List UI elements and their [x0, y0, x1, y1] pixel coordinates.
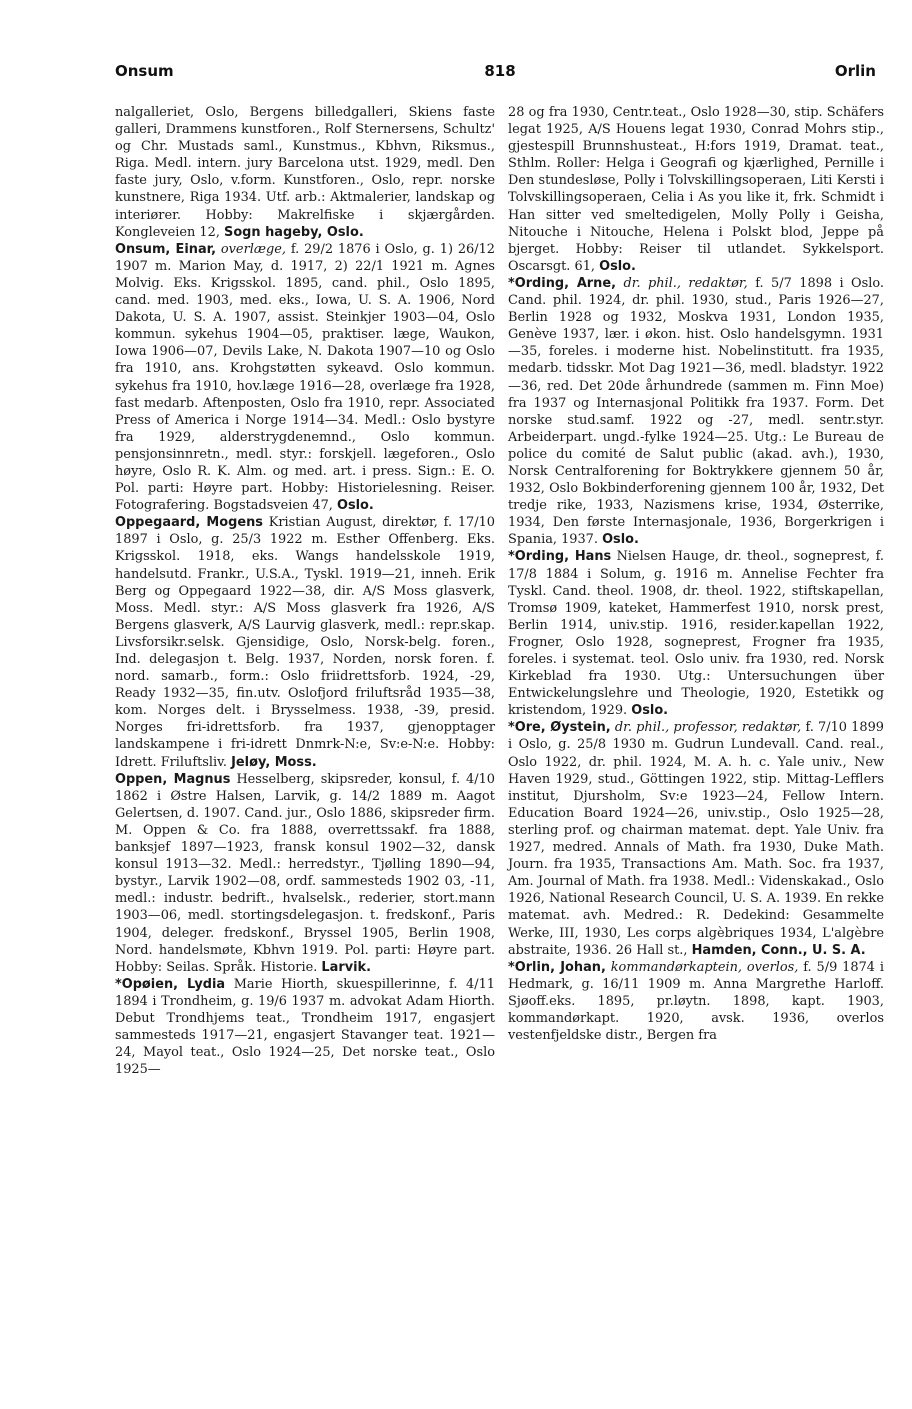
entry-address: Jeløy, Moss.: [231, 754, 317, 770]
entry-name: *Opøien, Lydia: [115, 976, 226, 992]
running-head-right: Orlin: [834, 62, 876, 80]
entry-role: dr. phil., professor, redaktør,: [614, 720, 802, 736]
entry-address: Oslo.: [599, 258, 636, 274]
right-column: [508, 104, 884, 1044]
entry-address: Larvik.: [321, 959, 371, 975]
biography-entry: [115, 976, 495, 1079]
entry-text: f. 5/7 1898 i Oslo. Cand. phil. 1924, dr. phil. 1930, stud., Paris 1926—27, Berlin 1928 og 1932, Moskva 1931, London 1935, Genève 1937, lær. i økon. hist. Oslo handelsgymn. 1931—35, foreles. i moderne hist. Nobelinstitutt. fra 1935, medarb. tidsskr. Mot Dag 1921—36, medl. bladstyr. 1922—36, red. Det 20de århundrede (sammen m. Finn Moe) fra 1937 og Internasjonal Politikk fra 1937. Form. Det norske stud.samf. 1922 og -27, medl. sentr.styr. Arbeiderpart. ungd.-fylke 1924—25. Utg.: Le Bureau de police du comité de Salut public (akad. avh.), 1930, Norsk Centralforening for Boktrykkere gjennem 50 år, 1932, Oslo Bokbinderforening gjennem 100 år, 1932, Det tredje rike, 1933, Nazismens krise, 1934, Østerrike, 1934, Den første Internasjonale, 1936, Borgerkrigen i Spania, 1937.: [508, 275, 884, 548]
entry-name: *Orlin, Johan,: [508, 959, 606, 975]
entry-address: Sogn hageby, Oslo.: [224, 224, 364, 240]
biography-entry: [508, 959, 884, 1044]
entry-address: Oslo.: [602, 532, 639, 548]
entry-name: *Ording, Arne,: [508, 275, 616, 291]
entry-role: overlæge,: [220, 241, 286, 257]
entry-name: *Ording, Hans: [508, 549, 612, 565]
entry-name: *Ore, Øystein,: [508, 720, 611, 736]
entry-text: f. 7/10 1899 i Oslo, g. 25/8 1930 m. Gudrun Lundevall. Cand. real., Oslo 1922, dr. phil. 1924, M. A. h. c. Yale univ., New Haven 1929, stud., Göttingen 1922, stip. Mittag-Lefflers institut, Djursholm, Sv:e 1923—24, Fellow Intern. Education Board 1924—26, univ.stip., Oslo 1925—28, sterling prof. og chairman matemat. dept. Yale Univ. fra 1927, medred. Annals of Math. fra 1930, Duke Math. Journ. fra 1935, Transactions Am. Math. Soc. fra 1937, Am. Journal of Math. fra 1938. Medl.: Videnskakad., Oslo 1926, National Research Council, U. S. A. 1939. En rekke matemat. avh. Medred.: R. Dedekind: Gesammelte Werke, III, 1930, Les corps algèbriques 1934, L'algèbre abstraite, 1936. 26 Hall st.,: [508, 720, 884, 958]
entry-name: Oppegaard, Mogens: [115, 515, 263, 531]
biography-entry: [508, 275, 884, 549]
page-number: 818: [484, 62, 516, 80]
biography-entry: [115, 241, 495, 515]
entry-role: kommandørkaptein, overlos,: [610, 959, 799, 975]
entry-text: Marie Hiorth, skuespillerinne, f. 4/11 1894 i Trondheim, g. 19/6 1937 m. advokat Adam Hiorth. Debut Trondhjems teat., Trondheim 1917, engasjert sammesteds 1917—21, engasjert Stavanger teat. 1921—24, Mayol teat., Oslo 1924—25, Det norske teat., Oslo 1925—: [115, 976, 495, 1078]
entry-text: Hesselberg, skipsreder, konsul, f. 4/10 1862 i Østre Halsen, Larvik, g. 14/2 1889 m. Aagot Gelertsen, d. 1907. Cand. jur., Oslo 1886, skipsreder firm. M. Oppen & Co. fra 1888, overrettssakf. fra 1888, banksjef 1897—1923, fransk konsul 1902—32, dansk konsul 1913—32. Medl.: herredstyr., Tjølling 1890—94, bystyr., Larvik 1902—08, ordf. sammesteds 1902 03, -11, medl.: industr. bedrift., hvalselsk., rederier, stort.mann 1903—06, medl. stortingsdelegasjon. t. fredskonf., Paris 1904, deleger. fredskonf., Bryssel 1905, Berlin 1908, Nord. handelsmøte, Kbhvn 1919. Pol. parti: Høyre part. Hobby: Seilas. Språk. Historie.: [115, 771, 496, 975]
running-head-left: Onsum: [115, 62, 174, 80]
left-column: [115, 104, 495, 1078]
entry-name: Onsum, Einar,: [115, 241, 217, 257]
biography-entry: [115, 771, 495, 976]
entry-text: Nielsen Hauge, dr. theol., sogneprest, f. 17/8 1884 i Solum, g. 1916 m. Annelise Fechter fra Tyskl. Cand. theol. 1908, dr. theol. 1922, stiftskapellan, Tromsø 1909, kateket, Hammerfest 1910, norsk prest, Berlin 1914, univ.stip. 1916, resider.kapellan 1922, Frogner, Oslo 1928, sogneprest, Frogner fra 1935, foreles. i systemat. teol. Oslo univ. fra 1930, red. Norsk Kirkeblad fra 1930. Utg.: Untersuchungen über Entwickelungslehre und Theologie, 1920, Estetikk og kristendom, 1929.: [508, 549, 884, 719]
entry-address: Oslo.: [631, 703, 669, 719]
entry-text: f. 5/9 1874 i Hedmark, g. 16/11 1909 m. Anna Margrethe Harloff. Sjøoff.eks. 1895, pr.løytn. 1898, kapt. 1903, kommandørkapt. 1920, avsk. 1936, overlos vestenfjeldske distr., Bergen fra: [508, 959, 884, 1044]
entry-text: 28 og fra 1930, Centr.teat., Oslo 1928—30, stip. Schäfers legat 1925, A/S Houens legat 1930, Conrad Mohrs stip., gjestespill Brunnshusteat., H:fors 1919, Dramat. teat., Sthlm. Roller: Helga i Geografi og kjærlighed, Pernille i Den stundesløse, Polly i Tolvskillingsoperaen, Liti Kersti i Tolvskillingsoperaen, Celia i As you like it, frk. Schmidt i Han sitter ved smeltedigelen, Molly Polly i Geisha, Nitouche i Nitouche, Helena i Polskt blod, Jeppe på bjerget. Hobby: Reiser til utlandet. Sykkelsport. Oscarsgt. 61,: [508, 105, 884, 274]
biography-entry: [508, 104, 884, 275]
entry-text: f. 29/2 1876 i Oslo, g. 1) 26/12 1907 m. Marion May, d. 1917, 2) 22/1 1921 m. Agnes Molvig. Eks. Krigsskol. 1895, cand. phil., Oslo 1895, cand. med. 1903, med. eks., Iowa, U. S. A. 1906, Nord Dakota, U. S. A. 1907, assist. Steinkjer 1903—04, Oslo kommun. sykehus 1904—05, praktiser. læge, Waukon, Iowa 1906—07, Devils Lake, N. Dakota 1907—10 og Oslo fra 1910, ans. Krohgstøtten sykeavd. Oslo kommun. sykehus fra 1910, hov.læge 1916—28, overlæge fra 1928, fast medarb. Aftenposten, Oslo fra 1910, repr. Associated Press of America i Norge 1914—34. Medl.: Oslo bystyre fra 1929, alderstrygdenemnd., Oslo kommun. pensjonsinnretn., medl. styr.: forskjell. lægeforen., Oslo høyre, Oslo R. K. Alm. og med. art. i press. Sign.: E. O. Pol. parti: Høyre part. Hobby: Historielesning. Reiser. Fotografering. Bogstadsveien 47,: [115, 241, 495, 514]
entry-role: dr. phil., redaktør,: [623, 275, 748, 291]
biography-entry: [115, 104, 495, 241]
entry-text: Kristian August, direktør, f. 17/10 1897 i Oslo, g. 25/3 1922 m. Esther Offenberg. Eks. Krigsskol. 1918, eks. Wangs handelsskole 1919, handelsutd. Frankr., U.S.A., Tyskl. 1919—21, inneh. Erik Berg og Oppegaard 1922—38, dir. A/S Moss glasverk, Moss. Medl. styr.: A/S Moss glasverk fra 1926, A/S Bergens glasverk, A/S Laurvig glasverk, medl.: repr.skap. Livsforsikr.selsk. Gjensidige, Oslo, Norsk-belg. foren., Ind. delegasjon t. Belg. 1937, Norden, norsk foren. f. nord. samarb., form.: Oslo friidrettsforb. 1924, -29, Ready 1932—35, fin.utv. Oslofjord friluftsråd 1935—38, kom. Norges delt. i Brysselmess. 1938, -39, presid. Norges fri-idrettsforb. fra 1937, gjenopptager landskampene i fri-idrett Dnmrk-N:e, Sv:e-N:e. Hobby: Idrett. Friluftsliv.: [115, 515, 495, 770]
biography-entry: [508, 719, 884, 958]
biography-entry: [508, 548, 884, 719]
entry-name: Oppen, Magnus: [115, 771, 231, 787]
entry-text: nalgalleriet, Oslo, Bergens billedgalleri, Skiens faste galleri, Drammens kunstforen., Rolf Sternersens, Schultz' og Chr. Mustads saml., Kunstmus., Kbhvn, Riksmus., Riga. Medl. intern. jury Barcelona utst. 1929, medl. Den faste jury, Oslo, v.form. Kunstforen., Oslo, repr. norske kunstnere, Riga 1934. Utf. arb.: Aktmalerier, landskap og interiører. Hobby: Makrelfiske i skjærgården. Kongleveien 12,: [115, 105, 495, 240]
entry-address: Hamden, Conn., U. S. A.: [691, 942, 866, 958]
entry-address: Oslo.: [336, 498, 374, 514]
biography-entry: [115, 514, 495, 770]
